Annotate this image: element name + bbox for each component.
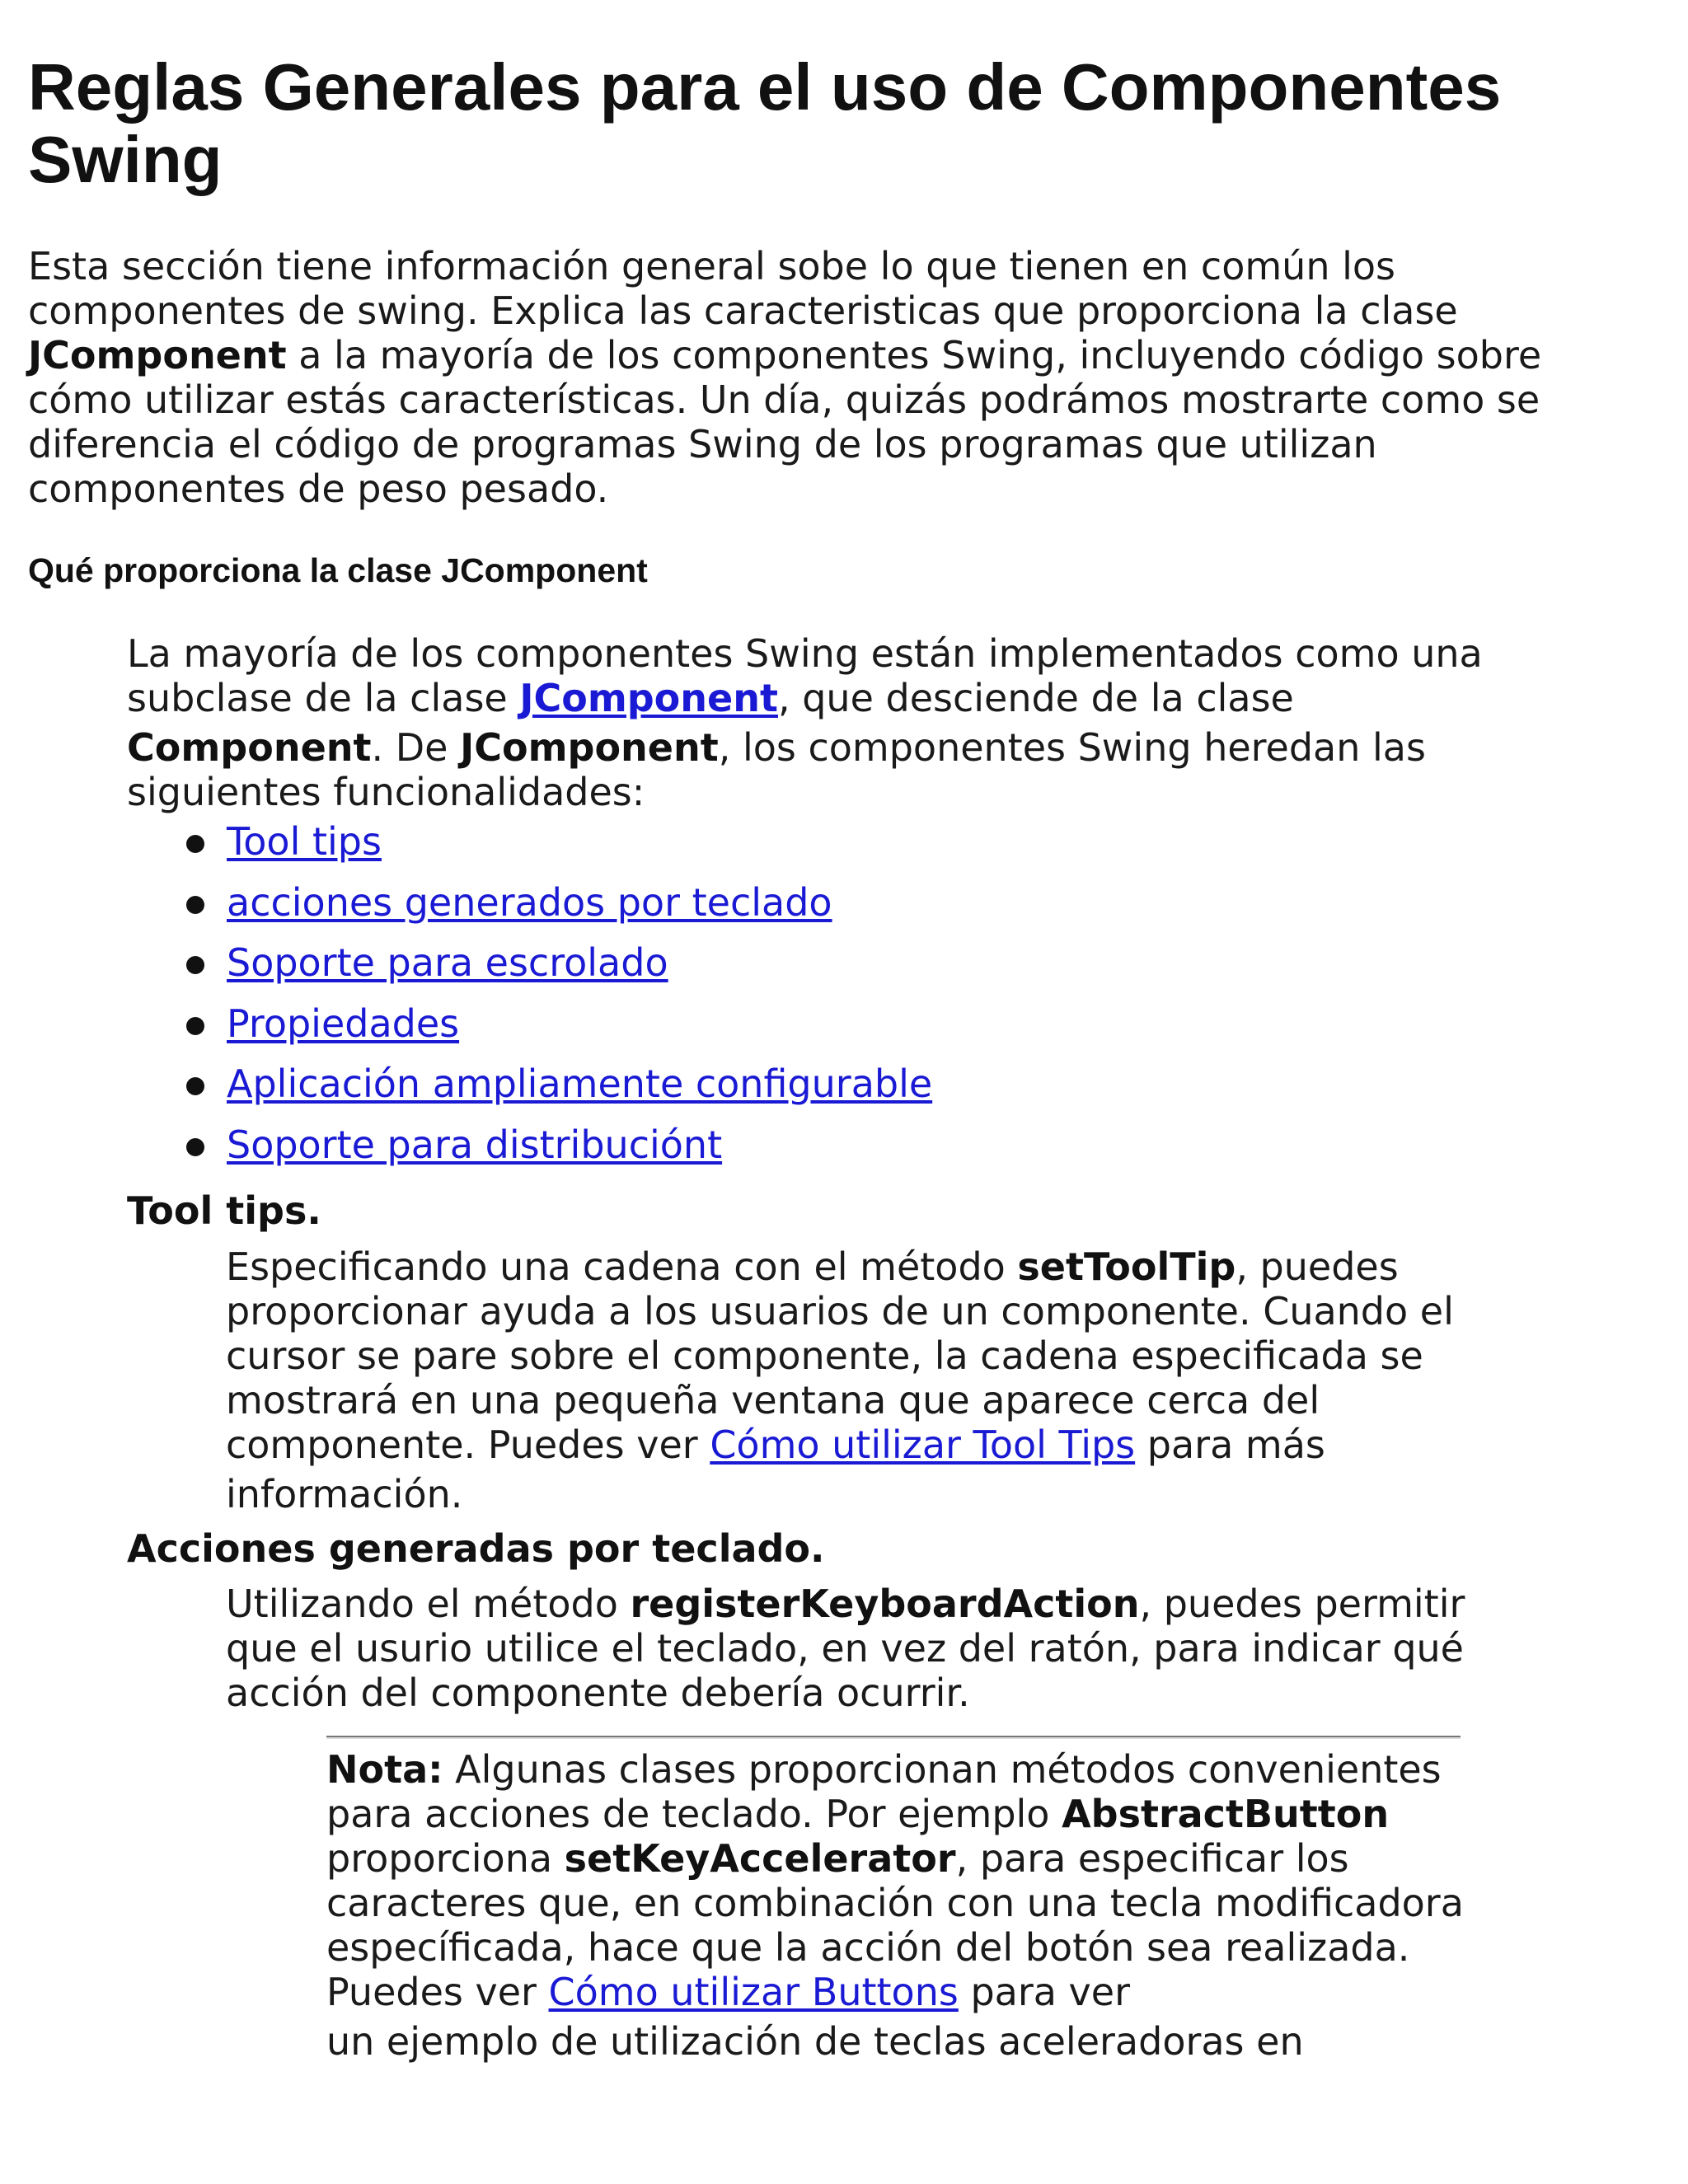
feature-link-properties[interactable]: Propiedades	[227, 1001, 460, 1046]
bullet-icon	[186, 1077, 204, 1095]
jcomponent-intro-text-2: , que desciende de la clase	[777, 676, 1294, 720]
component-bold: Component	[127, 725, 372, 770]
tooltips-text-4: información.	[226, 1472, 463, 1516]
buttons-howto-link[interactable]: Cómo utilizar Buttons	[548, 1970, 959, 2014]
list-item	[181, 940, 932, 1001]
tooltips-paragraph	[226, 1244, 1512, 1516]
bullet-icon	[186, 1138, 204, 1156]
note-text-4: para ver	[958, 1970, 1130, 2014]
bullet-icon	[186, 1017, 204, 1035]
jcomponent-intro	[127, 631, 1569, 814]
intro-paragraph	[28, 244, 1643, 511]
jcomponent-intro-text-1: La mayoría de los componentes Swing están implementados como una subclase de la clase	[127, 631, 1483, 720]
jcomponent-intro-text-4: , los componentes Swing heredan las siguientes funcionalidades:	[127, 725, 1426, 814]
note-paragraph	[326, 1747, 1464, 2064]
tooltips-text-1: Especificando una cadena con el método	[226, 1244, 1018, 1289]
jcomponent-link[interactable]: JComponent	[519, 676, 778, 720]
abstractbutton-bold: AbstractButton	[1062, 1792, 1390, 1836]
setkeyaccelerator-bold: setKeyAccelerator	[564, 1836, 956, 1881]
keyboard-text-2: , puedes permitir que el usurio utilice el teclado, en vez del ratón, para indicar qué acción del componente debería ocurrir.	[226, 1582, 1465, 1715]
note-text-2: proporciona	[326, 1836, 565, 1881]
bullet-icon	[186, 835, 204, 853]
list-item	[181, 819, 932, 880]
tooltips-howto-link[interactable]: Cómo utilizar Tool Tips	[710, 1422, 1136, 1467]
tooltips-text-2: , puedes proporcionar ayuda a los usuarios de un componente. Cuando el cursor se pare sobre el componente, la cadena especificada se mostrará en una pequeña ventana que aparece cerca del componente. Puedes ver	[226, 1244, 1454, 1467]
jcomponent-bold: JComponent	[460, 725, 719, 770]
tooltips-heading: Tool tips.	[127, 1188, 321, 1233]
tooltips-text-3: para más	[1135, 1422, 1325, 1467]
features-list	[181, 819, 932, 1183]
bullet-icon	[186, 956, 204, 974]
intro-bold-jcomponent: JComponent	[28, 333, 287, 377]
keyboard-heading: Acciones generadas por teclado.	[127, 1526, 825, 1571]
keyboard-text-1: Utilizando el método	[226, 1582, 631, 1626]
feature-link-tool-tips[interactable]: Tool tips	[227, 819, 382, 864]
note-text-1: Algunas clases proporcionan métodos convenientes para acciones de teclado. Por ejemplo	[326, 1747, 1442, 1836]
feature-link-layout[interactable]: Soporte para distribuciónt	[227, 1122, 723, 1167]
intro-text-1: Esta sección tiene información general sobe lo que tienen en común los componentes de swing. Explica las caracteristicas que proporciona la clase	[28, 244, 1458, 333]
note-label: Nota:	[326, 1747, 443, 1792]
note-divider	[326, 1736, 1461, 1739]
list-item	[181, 880, 932, 941]
settooltip-bold: setToolTip	[1017, 1244, 1236, 1289]
intro-text-2: a la mayoría de los componentes Swing, incluyendo código sobre cómo utilizar estás características. Un día, quizás podrámos mostrarte como se diferencia el código de programas Swing de los programas que utilizan componentes de peso pesado.	[28, 333, 1542, 511]
jcomponent-intro-text-3: . De	[371, 725, 461, 770]
keyboard-paragraph	[226, 1582, 1545, 1715]
page-title: Reglas Generales para el uso de Componentes Swing	[28, 50, 1502, 196]
list-item	[181, 1062, 932, 1122]
jcomponent-intro-line3	[127, 725, 1569, 814]
feature-link-scrolling[interactable]: Soporte para escrolado	[227, 940, 668, 985]
section-heading: Qué proporciona la clase JComponent	[28, 551, 648, 589]
note-text-3: , para especificar los caracteres que, en combinación con una tecla modificadora específicada, hace que la acción del botón sea realizada. Puedes ver	[326, 1836, 1464, 2014]
note-text-5: un ejemplo de utilización de teclas aceleradoras en	[326, 2019, 1304, 2064]
feature-link-pluggable-look[interactable]: Aplicación ampliamente configurable	[227, 1062, 933, 1106]
bullet-icon	[186, 896, 204, 914]
list-item	[181, 1122, 932, 1183]
list-item	[181, 1001, 932, 1062]
feature-link-keyboard-actions[interactable]: acciones generados por teclado	[227, 879, 832, 925]
registerkeyboardaction-bold: registerKeyboardAction	[630, 1582, 1140, 1626]
